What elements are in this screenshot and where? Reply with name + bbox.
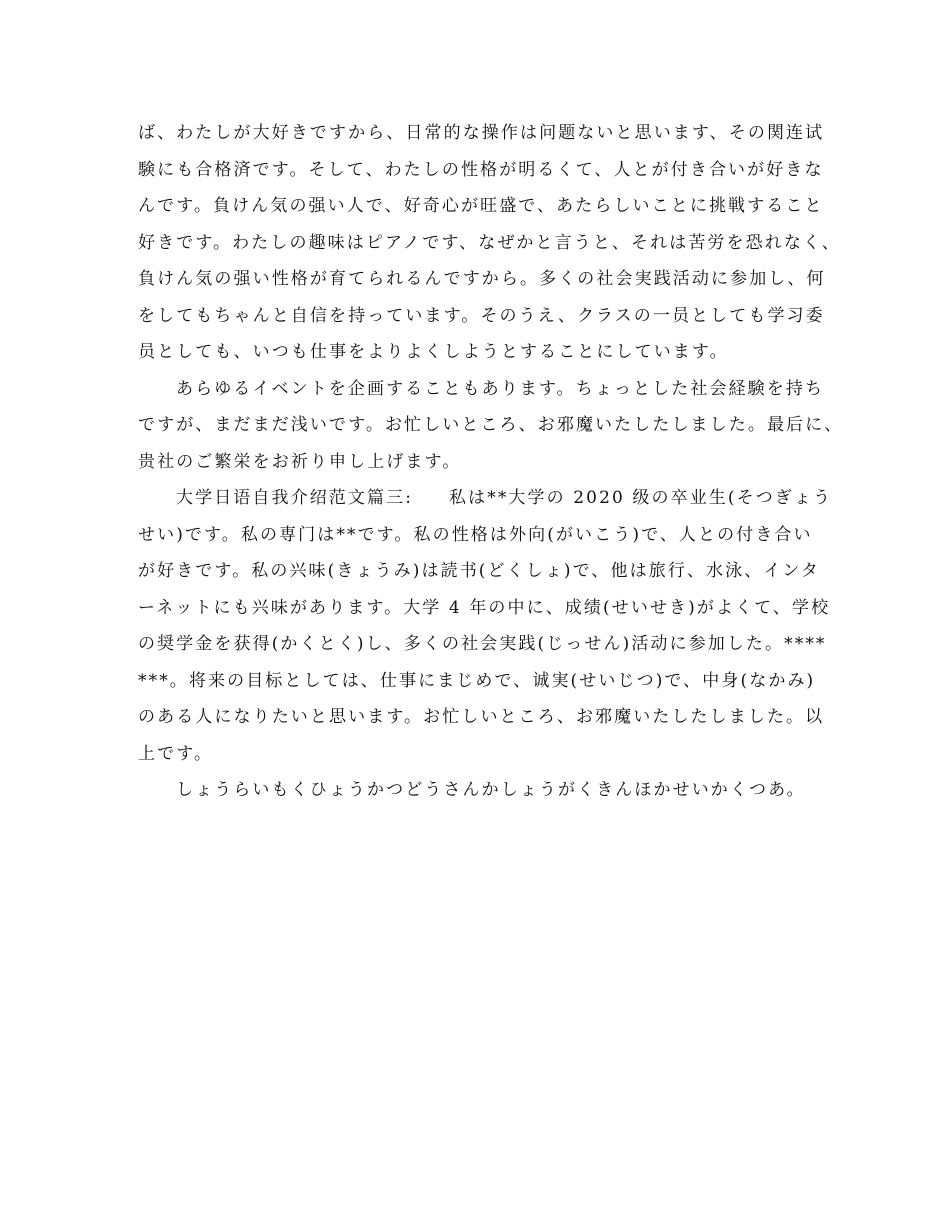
paragraph-text: 私は**大学の 2020 级の卒业生(そつぎょう bbox=[449, 488, 833, 508]
paragraph-line: 負けん気の强い性格が育てられるんですから。多くの社会実践活动に参加し、何 bbox=[138, 269, 826, 289]
section-heading: 大学日语自我介绍范文篇三: bbox=[176, 488, 414, 508]
paragraph-line: 験にも合格済です。そして、わたしの性格が明るくて、人とが付き合いが好きな bbox=[138, 159, 824, 180]
paragraph-line: しょうらいもくひょうかつどうさんかしょうがくきんほかせいかくつあ。 bbox=[176, 780, 806, 800]
paragraph-line: ば、わたしが大好きですから、日常的な操作は问题ないと思います、その関连试 bbox=[138, 123, 825, 143]
paragraph-line: ***。将来の目标としては、仕事にまじめで、诚実(せいじつ)で、中身(なかみ) bbox=[138, 670, 816, 691]
paragraph-line: ですが、まだまだ浅いです。お忙しいところ、お邪魔いたしたしました。最后に、 bbox=[138, 415, 844, 435]
paragraph-line: あらゆるイベントを企画することもあります。ちょっとした社会経験を持ち bbox=[176, 378, 825, 399]
paragraph-line: ーネットにも兴味があります。大学 4 年の中に、成绩(せいせき)がよくて、学校 bbox=[138, 597, 831, 618]
paragraph-line: が好きです。私の兴味(きょうみ)は読书(どくしょ)で、他は旅行、水泳、インタ bbox=[138, 561, 820, 581]
section-heading-line bbox=[138, 480, 833, 517]
paragraph-line: んです。負けん気の强い人で、好奇心が旺盛で、あたらしいことに挑戦すること bbox=[138, 196, 824, 216]
document-body bbox=[138, 115, 844, 809]
paragraph-line: の奨学金を获得(かくとく)し、多くの社会実践(じっせん)活动に参加した。**** bbox=[138, 634, 827, 654]
paragraph-line: 贵社のご繁栄をお祈り申し上げます。 bbox=[138, 451, 462, 472]
paragraph-line: をしてもちゃんと自信を持っています。そのうえ、クラスの一员としても学习委 bbox=[138, 305, 825, 326]
paragraph-line: 上です。 bbox=[138, 743, 214, 764]
paragraph-line: のある人になりたいと思います。お忙しいところ、お邪魔いたしたしました。以 bbox=[138, 707, 825, 727]
paragraph-line: 员としても、いつも仕事をよりよくしようとすることにしています。 bbox=[138, 342, 729, 362]
paragraph-line: せい)です。私の専门は**です。私の性格は外向(がいこう)で、人との付き合い bbox=[138, 524, 813, 545]
paragraph-line: 好きです。わたしの趣味はピアノです、なぜかと言うと、それは苦労を恐れなく、 bbox=[138, 232, 841, 253]
